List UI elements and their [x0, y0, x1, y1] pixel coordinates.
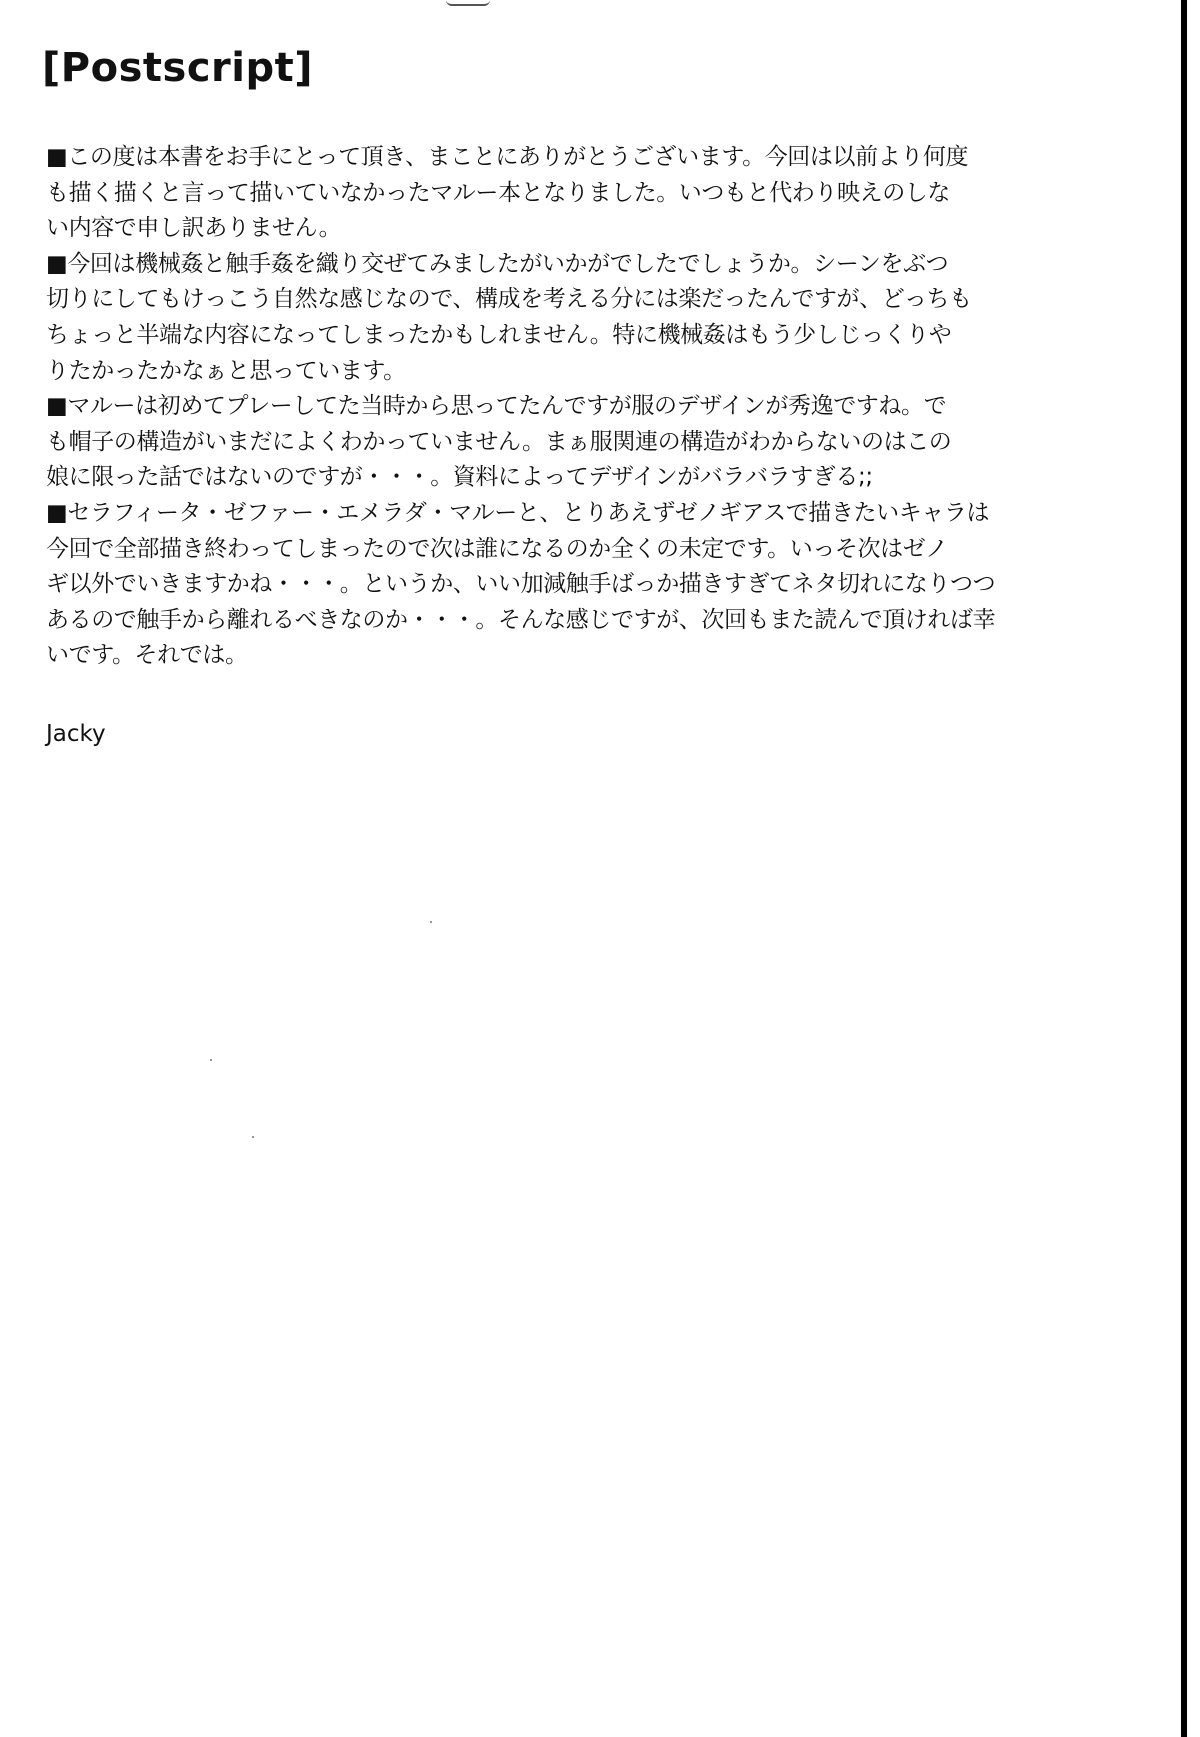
- text-line: あるので触手から離れるべきなのか・・・。そんな感じですが、次回もまた読んで頂ければ幸: [46, 606, 996, 633]
- text-line: ■セラフィータ・ゼファー・エメラダ・マルーと、とりあえずゼノギアスで描きたいキャラは: [46, 499, 990, 526]
- paper-speck: [210, 1059, 212, 1061]
- postscript-body: [46, 140, 996, 674]
- text-line: ■この度は本書をお手にとって頂き、まことにありがとうございます。今回は以前より何度: [46, 144, 969, 170]
- text-line: 娘に限った話ではないのですが・・・。資料によってデザインがバラバラすぎる;;: [46, 464, 873, 491]
- text-line: い内容で申し訳ありません。: [46, 215, 342, 242]
- text-line: いです。それでは。: [46, 642, 248, 669]
- text-line: ■マルーは初めてプレーしてた当時から思ってたんですが服のデザインが秀逸ですね。で: [46, 393, 947, 420]
- paper-speck: [430, 921, 432, 923]
- page-edge-mark: [446, 0, 490, 6]
- paper-speck: [252, 1136, 254, 1138]
- text-line: りたかったかなぁと思っています。: [46, 357, 406, 384]
- text-line: ギ以外でいきますかね・・・。というか、いい加減触手ばっか描きすぎてネタ切れになりつつ: [46, 571, 996, 598]
- text-line: も帽子の構造がいまだによくわかっていません。まぁ服関連の構造がわからないのはこの: [46, 428, 952, 455]
- text-line: 今回で全部描き終わってしまったので次は誰になるのか全くの未定です。いっそ次はゼノ: [46, 535, 948, 562]
- page-edge-rule: [1181, 0, 1187, 1737]
- text-line: ちょっと半端な内容になってしまったかもしれません。特に機械姦はもう少しじっくりや: [46, 321, 952, 348]
- page-title: [Postscript]: [42, 45, 313, 91]
- author-signature: Jacky: [46, 721, 106, 747]
- text-line: も描く描くと言って描いていなかったマルー本となりました。いつもと代わり映えのしな: [46, 179, 951, 206]
- text-line: 切りにしてもけっこう自然な感じなので、構成を考える分には楽だったんですが、どっちも: [46, 286, 972, 313]
- text-line: ■今回は機械姦と触手姦を織り交ぜてみましたがいかがでしたでしょうか。シーンをぶつ: [46, 250, 949, 277]
